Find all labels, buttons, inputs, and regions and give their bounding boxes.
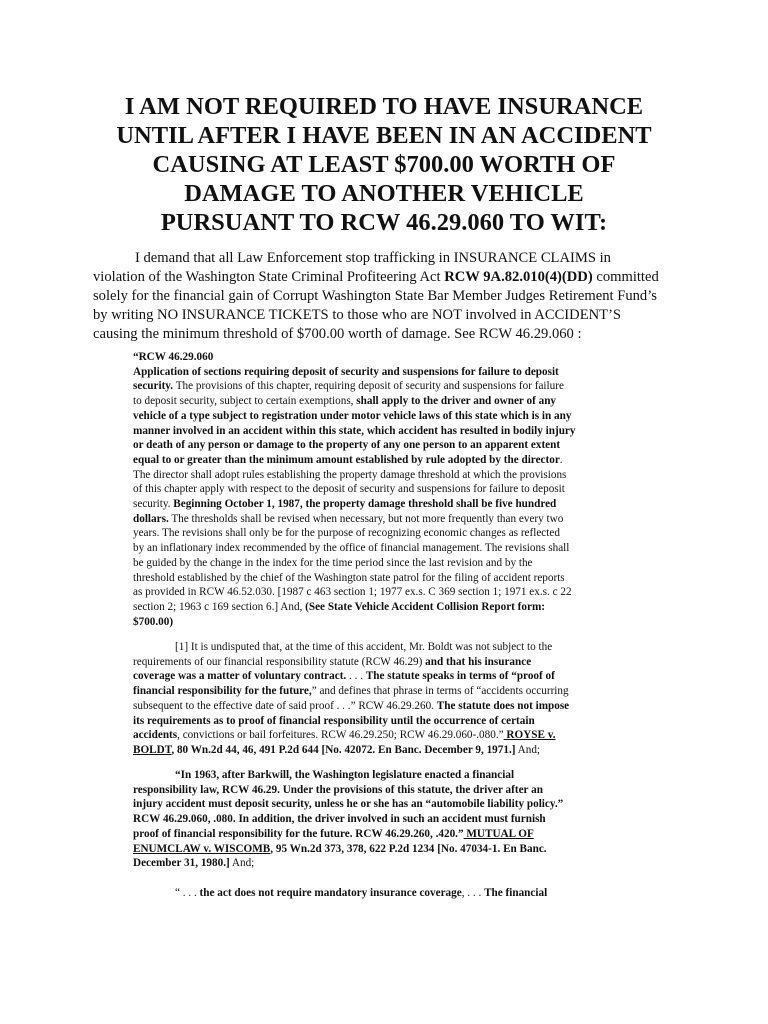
quote-line [133,743,633,758]
bold-text: Beginning October 1, 1987, the property damage threshold shall be five hundred [173,498,557,511]
quote-line [133,438,633,453]
quote-line: as provided in RCW 46.52.030. [1987 c 463 section 1; 1977 ex.s. C 369 section 1; 1971 ex.s. c 22 [133,586,572,599]
quote-line: of this chapter apply with respect to the deposit of security and suspensions for failure to deposit [133,483,565,496]
bold-text: The statute speaks in terms of “proof of [365,670,555,683]
quote-line [133,856,633,871]
quote-line [133,812,633,827]
intro-line: solely for the financial gain of Corrupt Washington State Bar Member Judges Retirement Fund’s [93,288,657,304]
statute-citation: RCW 9A.82.010(4)(DD) [444,269,593,285]
quote-line [133,797,633,812]
bold-text: December 31, 1980.] [133,857,230,870]
bold-text: security. [133,380,174,393]
quote-line: years. The revisions shall only be for the purpose of recognizing economic changes as reflected [133,527,560,540]
intro-paragraph [93,249,688,344]
bold-text: , 95 Wn.2d 373, 378, 622 P.2d 1234 [No. 47034-1. En Banc. [270,842,547,855]
quote-text: , . . . [461,887,485,899]
quote-line [133,379,633,394]
quote-line [133,699,633,714]
case-citation: MUTUAL OF [463,827,534,840]
title-line: UNTIL AFTER I HAVE BEEN IN AN ACCIDENT [116,122,652,149]
bold-text: vehicle of a type subject to registration under motor vehicle laws of this state which is in any [133,409,572,422]
intro-line: I demand that all Law Enforcement stop trafficking in INSURANCE CLAIMS in [135,250,611,266]
case-citation: ENUMCLAW v. WISCOMB [133,842,271,855]
quote-line [133,783,633,798]
royse-quote-block [133,640,633,758]
quote-line [133,669,633,684]
rcw-quote-block [133,350,633,629]
quote-line: [1] It is undisputed that, at the time of this accident, Mr. Boldt was not subject to the [175,641,553,653]
title-line: I AM NOT REQUIRED TO HAVE INSURANCE [124,93,644,120]
intro-line: causing the minimum threshold of $700.00 worth of damage. See RCW 46.29.060 : [93,326,582,342]
quote-text: And; [229,857,255,870]
bold-text: injury accident must deposit security, unless he or she has an “automobile liability policy.” [133,798,564,811]
act-quote-block [133,886,633,901]
bold-text: responsibility law, RCW 46.29. Under the provisions of this statute, the driver after an [133,783,543,796]
quote-line [133,453,633,468]
bold-text: RCW 46.29.060, .080. In addition, the driver involved in such an accident must furnish [133,813,546,826]
quote-line: by an inflationary index recommended by the office of financial management. The revisions shall [133,542,570,555]
quote-text: section 2; 1963 c 169 section 6.] And, [133,600,306,613]
title-line: CAUSING AT LEAST $700.00 WORTH OF [152,151,616,178]
intro-line: by writing NO INSURANCE TICKETS to those who are NOT involved in ACCIDENT’S [93,307,622,323]
intro-text: violation of the Washington State Criminal Profiteering Act [93,269,445,285]
quote-line [133,497,633,512]
quote-line [133,842,633,857]
quote-text: ” and defines that phrase in terms of “accidents occurring [311,685,569,698]
quote-line [133,655,633,670]
quote-line: be guided by the change in the index for the time period since the last revision and by the [133,556,533,569]
quote-text: . [559,453,563,466]
bold-text: financial responsibility for the future, [133,685,312,698]
statute-heading [133,350,633,365]
quote-text: The thresholds shall be revised when necessary, but not more frequently than every two [168,512,564,525]
intro-text: committed [592,269,659,285]
quote-text: subsequent to the effective date of said proof . . .” RCW 46.29.260. [133,699,437,712]
title-line: PURSUANT TO RCW 46.29.060 TO WIT: [160,209,608,236]
quote-text: requirements of our financial responsibility statute (RCW 46.29) [133,655,426,668]
case-citation: BOLDT [133,743,172,756]
bold-text: its requirements as to proof of financial responsibility until the occurrence of certain [133,714,535,727]
case-citation: ROYSE v. [503,729,556,742]
quote-line [133,600,633,615]
quote-text: to deposit security, subject to certain exemptions, [133,395,357,408]
bold-text: and that his insurance [425,655,532,668]
bold-text: “In 1963, after Barkwill, the Washington legislature enacted a financial [175,769,515,781]
bold-text: $700.00) [133,615,174,628]
quote-line [133,409,633,424]
bold-text: accidents [133,729,178,742]
quote-text: And; [515,743,541,756]
quote-line [133,512,633,527]
title-line: DAMAGE TO ANOTHER VEHICLE [184,180,584,207]
bold-text: The statute does not impose [436,699,570,712]
quote-line [133,728,633,743]
bold-text: , 80 Wn.2d 44, 46, 491 P.2d 644 [No. 42072. En Banc. December 9, 1971.] [171,743,516,756]
quote-text: “ . . . [175,887,200,899]
quote-text: . . . [346,670,366,683]
bold-text: Application of sections requiring deposit of security and suspensions for failure to deposit [133,365,559,378]
bold-text: coverage was a matter of voluntary contract. [133,670,347,683]
quote-text: The provisions of this chapter, requiring deposit of security and suspensions for failure [173,380,564,393]
bold-text: dollars. [133,512,169,525]
quote-text: security. [133,498,174,511]
page-title [60,92,708,237]
quote-line [133,768,633,783]
quote-line: The director shall adopt rules establishing the property damage threshold at which the provisions [133,468,567,481]
bold-text: The financial [484,887,548,899]
quote-line [133,714,633,729]
quote-line [133,615,633,630]
bold-text: or death of any person or damage to the property of any one person to an apparent extent [133,439,561,452]
quote-text: , convictions or bail forfeitures. RCW 46.29.250; RCW 46.29.060-.080.” [177,729,504,742]
quote-line [133,827,633,842]
quote-line [133,394,633,409]
quote-line [133,684,633,699]
statute-number: “RCW 46.29.060 [133,351,214,363]
quote-line [133,886,633,901]
bold-text: the act does not require mandatory insurance coverage [199,887,462,899]
quote-line [133,424,633,439]
mutual-quote-block [133,768,633,871]
quote-line: threshold established by the chief of the Washington state patrol for the filing of accident reports [133,571,565,584]
intro-line [93,268,688,287]
quote-line [133,365,633,380]
bold-text: proof of financial responsibility for the future. RCW 46.29.260, .420.” [133,827,464,840]
bold-text: shall apply to the driver and owner of any [356,395,557,408]
bold-text: equal to or greater than the minimum amount established by rule adopted by the director [133,453,560,466]
bold-text: manner involved in an accident within this state, which accident has resulted in bodily injury [133,424,576,437]
bold-text: (See State Vehicle Accident Collision Report form: [305,600,546,613]
